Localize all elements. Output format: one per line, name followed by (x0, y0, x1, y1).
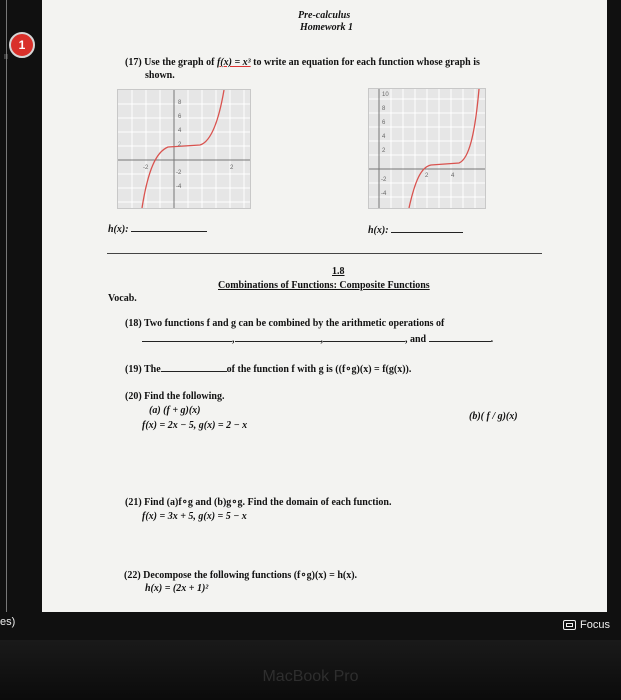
worksheet-subtitle: Homework 1 (300, 22, 354, 33)
graph-left-ytick: 4 (178, 128, 182, 134)
section-title: Combinations of Functions: Composite Functions (218, 280, 430, 291)
focus-label: Focus (580, 619, 610, 631)
q18-blank-4 (429, 333, 491, 342)
q20-text: (20) Find the following. (125, 391, 225, 402)
q21-text: (21) Find (a)f∘g and (b)g∘g. Find the domain of each function. (125, 497, 392, 508)
focus-button[interactable] (563, 619, 610, 631)
graph-left-xtick: -2 (143, 165, 149, 171)
graph-right-xtick: 4 (451, 173, 455, 179)
q18-blank-3 (323, 333, 405, 342)
q18-blank-2 (235, 333, 321, 342)
q17-function: f(x) = x³ (216, 57, 251, 68)
q18-blanks[interactable]: , , , and . (142, 333, 493, 345)
graph-left-curve (142, 90, 224, 208)
q22-text: (22) Decompose the following functions (f∘g)(x) = h(x). (124, 570, 358, 581)
graph-right-ytick: 8 (382, 106, 386, 112)
answer-right[interactable]: h(x): (368, 224, 463, 236)
worksheet-title: Pre-calculus (298, 10, 351, 21)
margin-line (6, 0, 7, 612)
answer-left-blank (131, 223, 207, 232)
section-number: 1.8 (332, 266, 345, 277)
graph-right-plot (369, 89, 485, 208)
q21-functions: f(x) = 3x + 5, g(x) = 5 − x (142, 511, 247, 522)
graph-left-ytick: -4 (176, 184, 182, 190)
focus-icon (563, 620, 576, 630)
page-number-badge[interactable]: 1 (9, 32, 35, 58)
q17-text-line2: shown. (145, 70, 175, 81)
graph-right-ytick: -4 (381, 191, 387, 197)
margin-marker: II (4, 54, 8, 61)
graph-left-ytick: 2 (178, 142, 182, 148)
graph-left-plot (118, 90, 250, 208)
graph-left-ytick: 6 (178, 114, 182, 120)
graph-right-curve (409, 89, 479, 208)
q19-text[interactable]: (19) The of the function f with g is ((f∘g)(x) = f(g(x)). (125, 364, 412, 375)
graph-right-ytick: 2 (382, 148, 386, 154)
q22-function: h(x) = (2x + 1)² (145, 583, 209, 594)
q18-blank-1 (142, 333, 232, 342)
q20-part-a: (a) (f + g)(x) (149, 405, 201, 416)
graph-left-xtick: 2 (230, 165, 234, 171)
section-divider (107, 253, 542, 254)
status-left-text: es) (0, 616, 16, 628)
graph-right-ytick: -2 (381, 177, 387, 183)
answer-left[interactable]: h(x): (108, 223, 207, 235)
graph-left-ytick: -2 (176, 170, 182, 176)
q18-text: (18) Two functions f and g can be combined by the arithmetic operations of (125, 318, 445, 329)
graph-left-ytick: 8 (178, 100, 182, 106)
q20-functions: f(x) = 2x − 5, g(x) = 2 − x (142, 420, 248, 431)
q20-part-b: (b)( f / g)(x) (469, 411, 518, 422)
bezel-label: MacBook Pro (262, 668, 359, 685)
graph-right (368, 88, 486, 209)
graph-right-ytick: 10 (382, 92, 389, 98)
answer-right-blank (391, 224, 463, 233)
graph-left (117, 89, 251, 209)
graph-right-xtick: 2 (425, 173, 429, 179)
worksheet-page (42, 0, 607, 612)
graph-right-ytick: 4 (382, 134, 386, 140)
q17-text: (17) Use the graph of f(x) = x³ to write an equation for each function whose graph is (125, 57, 480, 68)
q19-blank (161, 363, 227, 372)
graph-right-ytick: 6 (382, 120, 386, 126)
vocab-label: Vocab. (108, 293, 137, 304)
